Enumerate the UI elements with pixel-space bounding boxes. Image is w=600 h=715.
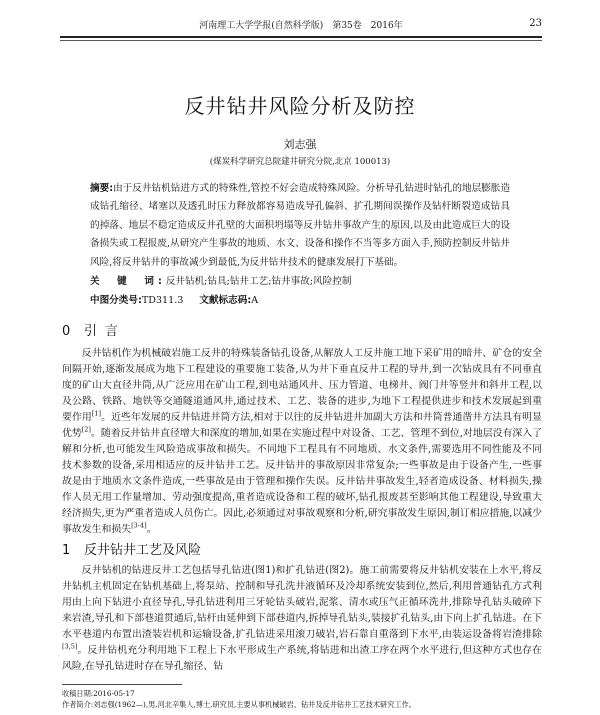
section-number: 1 <box>62 543 71 558</box>
citation: [3-4] <box>131 521 147 530</box>
running-header <box>60 16 542 32</box>
section-title: 反井钻井工艺及风险 <box>84 543 202 558</box>
citation: [3,5] <box>62 642 78 651</box>
journal-info: 河南理工大学学报(自然科学版) 第35卷 2016年 <box>199 21 403 31</box>
section-number: 0 <box>62 324 79 339</box>
keywords-text: 反井钻机;钻具;钻井工艺;钻井事故;风险控制 <box>165 276 352 287</box>
clc-label: 中图分类号: <box>90 295 142 306</box>
keywords <box>90 273 510 287</box>
abstract-label: 摘要: <box>90 183 114 194</box>
header-rule-thin <box>60 40 542 41</box>
keywords-label: 关 键 词: <box>90 276 166 287</box>
clc-value: TD311.3 <box>141 295 184 306</box>
classification <box>90 292 510 306</box>
citation: [2] <box>81 425 91 434</box>
section-body-process-risk <box>62 563 542 675</box>
citation: [1] <box>91 409 102 418</box>
section-body-introduction <box>62 346 542 538</box>
footnotes <box>62 688 542 710</box>
doc-code-label: 文献标志码: <box>199 295 252 306</box>
paper-title: 反井钻井风险分析及防控 <box>184 94 416 118</box>
section-title: 引言 <box>84 324 127 339</box>
section-heading-process-risk <box>62 539 201 558</box>
section-heading-introduction <box>62 320 126 339</box>
abstract <box>90 180 510 272</box>
header-rule <box>60 36 542 38</box>
paragraph: 反井钻机作为机械破岩施工反井的特殊装备钻孔设备,从解放人工反井施工地下采矿用的暗井、矿仓的安全间隔开始,逐渐发展成为地下工程建设的重要施工装备,从为井下垂直反井工程的导井,到一次钻成具有不同垂直度的矿山大直径井筒,从广泛应用在矿山工程,到电站通风井、压力管道、电梯井、阀门井等竖井和斜井工程,以及公路、铁路、地铁等交通隧道通风井,通过技术、工艺、装备的进步,为地下工程提供进步和技术发展起到重要作用[1]。近些年发展的反井钻进井筒方法,相对于以往的反井钻进井加副大方法和井筒普通凿井方法具有明显优势[2]。随着反井钻井直径增大和深度的增加,如果在实施过程中对设备、工艺、管理不到位,对地层没有深入了解和分析,也可能发生风险造成事故和损失。不同地下工程具有不同地质、水文条件,需要选用不同性能及不同技术参数的设备,采用相适应的反井钻井工艺。反井钻井的事故原因非常复杂;一些事故是由于设备产生,一些事故是由于地质水文条件造成,一些事故是由于管理和操作失误。反井钻井事故发生,轻者造成设备、材料损失,操作人员无用工作量增加、劳动强度提高,重者造成设备和工程的破坏,钻孔报废甚至影响其他工程建设,导致重大经济损失,更为严重者造成人员伤亡。因此,必须通过对事故观察和分析,研究事故发生原因,制订相应措施,以减少事故发生和损失[3-4]。 <box>62 348 542 535</box>
page-number: 23 <box>529 18 542 29</box>
author: 刘志强 <box>283 138 317 151</box>
footnote-rule <box>62 684 182 685</box>
abstract-text: 由于反井钻机钻进方式的特殊性,管控不好会造成特殊风险。分析导孔钻进时钻孔的地层膨胀造成钻孔缩径、堵塞以及透孔时压力释放都容易造成导孔偏斜、扩孔期间误操作及钻杆断裂造成钻具的掉落、地层不稳定造成反井孔壁的大面积坍塌等反井钻井事故产生的原因,以及由此造成巨大的设备损失或工程报废,从研究产生事故的地质、水文、设备和操作不当等多方面入手,预防控制反井钻井风险,将反井钻井的事故减少到最低,为反井钻井技术的健康发展打下基础。 <box>90 183 510 268</box>
doc-code-value: A <box>251 295 259 306</box>
footnote-received-date: 收稿日期:2016-05-17 <box>62 689 135 698</box>
footnote-author-bio: 作者简介:刘志强(1962—),男,河北辛集人,博士,研究员,主要从事机械破岩、钻井及反井钻井工艺技术研究工作。 <box>62 700 416 709</box>
affiliation: (煤炭科学研究总院建井研究分院,北京 100013) <box>209 157 391 167</box>
paragraph: 反井钻机的钻进反井工艺包括导孔钻进(图1)和扩孔钻进(图2)。施工前需要将反井钻机安装在上水平,将反井钻机主机固定在钻机基础上,将泵站、控制和导孔洗井液循环及冷却系统安装到位,然后,利用普通钻孔方式利用由上向下钻进小直径导孔,导孔钻进利用三牙轮钻头破岩,泥浆、清水或压气正循环洗井,排除导孔钻头破碎下来岩渣,导孔和下部巷道贯通后,钻杆由延伸到下部巷道内,拆掉导孔钻头,装接扩孔钻头,由下向上扩孔钻进。在下水平巷道内布置出渣装岩机和运输设备,扩孔钻进采用滚刀破岩,岩石靠自重落到下水平,由装运设备将岩渣排除[3,5]。反井钻机充分利用地下工程上下水平形成生产系统,将钻进和出渣工序在两个水平进行,但这种方式也存在风险,在导孔钻进时存在导孔缩径、钻 <box>62 565 542 672</box>
